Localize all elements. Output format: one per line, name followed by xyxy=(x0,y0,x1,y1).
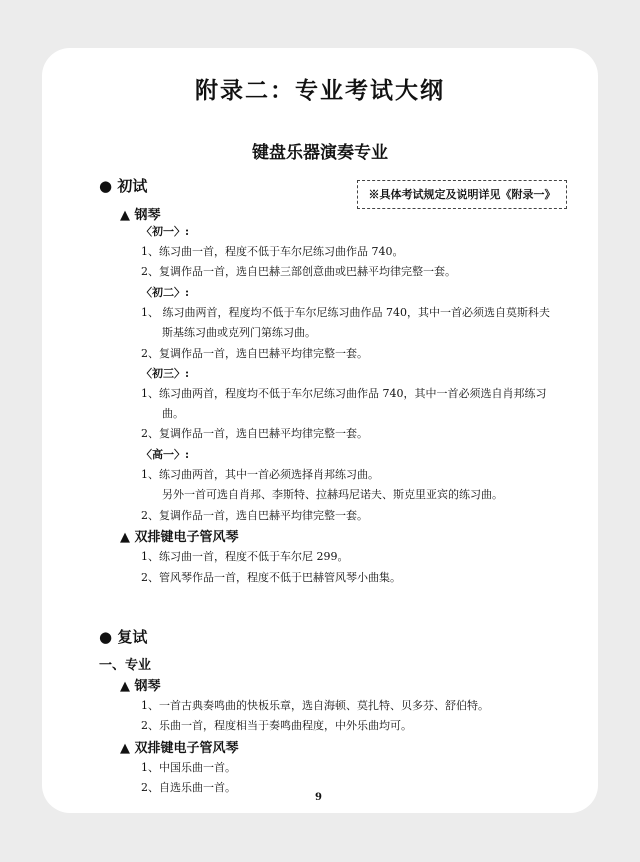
chushi-heading-text: 初试 xyxy=(117,177,148,195)
chushi-organ-heading-text: 双排键电子管风琴 xyxy=(134,530,239,545)
triangle-icon: ▲ xyxy=(120,208,130,223)
triangle-icon: ▲ xyxy=(120,679,130,694)
list-item: 1、 练习曲两首，程度均不低于车尔尼练习曲作品 740，其中一首必须选自莫斯科夫 xyxy=(141,306,550,319)
list-item: 2、复调作品一首，选自巴赫平均律完整一套。 xyxy=(141,509,368,522)
list-item: 2、复调作品一首，选自巴赫平均律完整一套。 xyxy=(141,347,368,360)
list-item-continuation: 斯基练习曲或克列门第练习曲。 xyxy=(162,326,316,339)
fushi-heading-text: 复试 xyxy=(117,628,148,646)
section-subtitle: 键盘乐器演奏专业 xyxy=(252,143,388,163)
page-title: 附录二：专业考试大纲 xyxy=(195,77,445,104)
fushi-piano-heading-text: 钢琴 xyxy=(134,679,161,694)
list-item-continuation: 曲。 xyxy=(162,407,184,420)
level-label: 〈初三〉: xyxy=(141,367,190,380)
list-item: 1、练习曲两首，其中一首必须选择肖邦练习曲。 xyxy=(141,468,379,481)
list-item: 2、自选乐曲一首。 xyxy=(141,781,236,794)
triangle-icon: ▲ xyxy=(120,530,130,545)
list-item: 2、复调作品一首，选自巴赫三部创意曲或巴赫平均律完整一套。 xyxy=(141,265,456,278)
chushi-piano-heading xyxy=(120,204,161,223)
list-item: 2、复调作品一首，选自巴赫平均律完整一套。 xyxy=(141,427,368,440)
fushi-organ-heading xyxy=(120,737,239,756)
list-item: 2、乐曲一首，程度相当于奏鸣曲程度，中外乐曲均可。 xyxy=(141,719,412,732)
fushi-organ-heading-text: 双排键电子管风琴 xyxy=(134,741,239,756)
list-item: 1、一首古典奏鸣曲的快板乐章，选自海顿、莫扎特、贝多芬、舒伯特。 xyxy=(141,699,489,712)
fushi-piano-heading xyxy=(120,675,161,694)
bullet-icon: ● xyxy=(99,628,113,646)
level-label: 〈初二〉: xyxy=(141,286,190,299)
chushi-piano-heading-text: 钢琴 xyxy=(134,208,161,223)
list-item-continuation: 另外一首可选自肖邦、李斯特、拉赫玛尼诺夫、斯克里亚宾的练习曲。 xyxy=(162,488,503,501)
chushi-organ-heading xyxy=(120,526,239,545)
list-item: 1、练习曲一首，程度不低于车尔尼 299。 xyxy=(141,550,349,563)
chushi-heading xyxy=(99,175,147,196)
fushi-heading xyxy=(99,626,147,647)
level-label: 〈高一〉: xyxy=(141,448,190,461)
list-item: 1、练习曲一首，程度不低于车尔尼练习曲作品 740。 xyxy=(141,245,404,258)
list-item: 2、管风琴作品一首，程度不低于巴赫管风琴小曲集。 xyxy=(141,571,401,584)
triangle-icon: ▲ xyxy=(120,741,130,756)
page-number: 9 xyxy=(315,792,322,803)
bullet-icon: ● xyxy=(99,177,113,195)
note-box: ※具体考试规定及说明详见《附录一》 xyxy=(357,180,567,209)
list-item: 1、中国乐曲一首。 xyxy=(141,761,236,774)
level-label: 〈初一〉: xyxy=(141,225,190,238)
list-item: 1、练习曲两首，程度均不低于车尔尼练习曲作品 740，其中一首必须选自肖邦练习 xyxy=(141,387,547,400)
fushi-section-heading: 一、专业 xyxy=(99,658,152,673)
